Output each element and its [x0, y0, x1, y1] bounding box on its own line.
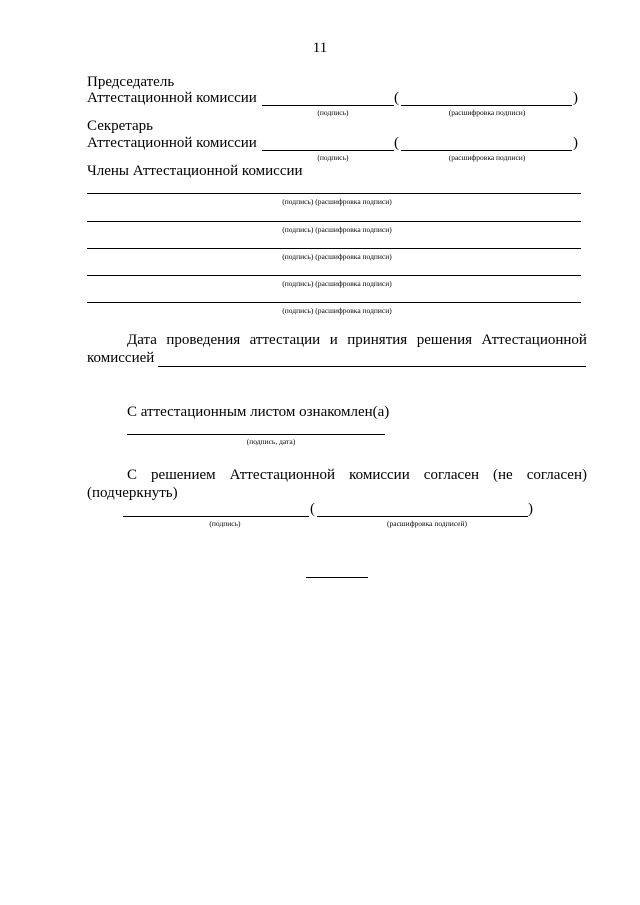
- acknowledgement-signature-line[interactable]: [127, 434, 385, 435]
- date-word: и: [329, 332, 338, 348]
- chairman-role: Аттестационной комиссии: [87, 90, 257, 106]
- date-word: принятия: [347, 332, 408, 348]
- secretary-role: Аттестационной комиссии: [87, 135, 257, 151]
- member-caption: (подпись) (расшифровка подписи): [282, 197, 392, 206]
- chairman-title: Председатель: [87, 74, 175, 90]
- member-caption: (подпись) (расшифровка подписи): [282, 225, 392, 234]
- agreement-decoding-line[interactable]: [317, 516, 528, 517]
- agreement-word: (не: [493, 467, 513, 483]
- secretary-decoding-line[interactable]: [401, 150, 572, 151]
- agreement-paragraph-line1: [127, 467, 587, 484]
- member-caption: (подпись) (расшифровка подписи): [282, 279, 392, 288]
- date-label-commission: комиссией: [87, 350, 155, 366]
- member-signature-line[interactable]: [87, 248, 581, 249]
- secretary-close-paren: ): [573, 135, 578, 151]
- acknowledgement-text: С аттестационным листом ознакомлен(а): [127, 404, 390, 420]
- secretary-title: Секретарь: [87, 118, 154, 134]
- end-separator-line: [306, 577, 368, 578]
- agreement-word: С: [127, 467, 138, 483]
- member-signature-line[interactable]: [87, 221, 581, 222]
- acknowledgement-caption: (подпись, дата): [246, 437, 296, 446]
- agreement-decoding-caption: (расшифровка подписей): [387, 519, 467, 528]
- chairman-open-paren: (: [394, 90, 399, 106]
- date-word: Аттестационной: [481, 332, 587, 348]
- secretary-decoding-caption: (расшифровка подписи): [448, 153, 526, 162]
- secretary-signature-line[interactable]: [262, 150, 394, 151]
- chairman-signature-line[interactable]: [262, 105, 394, 106]
- agreement-word: комиссии: [349, 467, 410, 483]
- members-title: Члены Аттестационной комиссии: [87, 163, 303, 179]
- member-signature-line[interactable]: [87, 193, 581, 194]
- agreement-signature-line[interactable]: [123, 516, 309, 517]
- member-caption: (подпись) (расшифровка подписи): [282, 306, 392, 315]
- agreement-open-paren: (: [310, 501, 315, 517]
- agreement-signature-caption: (подпись): [209, 519, 241, 528]
- agreement-word: решением: [151, 467, 216, 483]
- date-word: проведения: [166, 332, 241, 348]
- secretary-open-paren: (: [394, 135, 399, 151]
- agreement-word: Аттестационной: [229, 467, 336, 483]
- member-caption: (подпись) (расшифровка подписи): [282, 252, 392, 261]
- date-word: Дата: [127, 332, 157, 348]
- chairman-decoding-caption: (расшифровка подписи): [448, 108, 526, 117]
- chairman-signature-caption: (подпись): [317, 108, 349, 117]
- chairman-decoding-line[interactable]: [401, 105, 572, 106]
- agreement-word: согласен): [526, 467, 587, 483]
- page-number: 11: [312, 40, 328, 56]
- date-word: решения: [416, 332, 473, 348]
- date-paragraph-line1: [127, 332, 587, 349]
- date-word: аттестации: [249, 332, 321, 348]
- member-signature-line[interactable]: [87, 302, 581, 303]
- agreement-word: согласен: [423, 467, 479, 483]
- secretary-signature-caption: (подпись): [317, 153, 349, 162]
- agreement-underline-note: (подчеркнуть): [87, 485, 178, 501]
- agreement-close-paren: ): [528, 501, 533, 517]
- member-signature-line[interactable]: [87, 275, 581, 276]
- date-line[interactable]: [158, 366, 586, 367]
- chairman-close-paren: ): [573, 90, 578, 106]
